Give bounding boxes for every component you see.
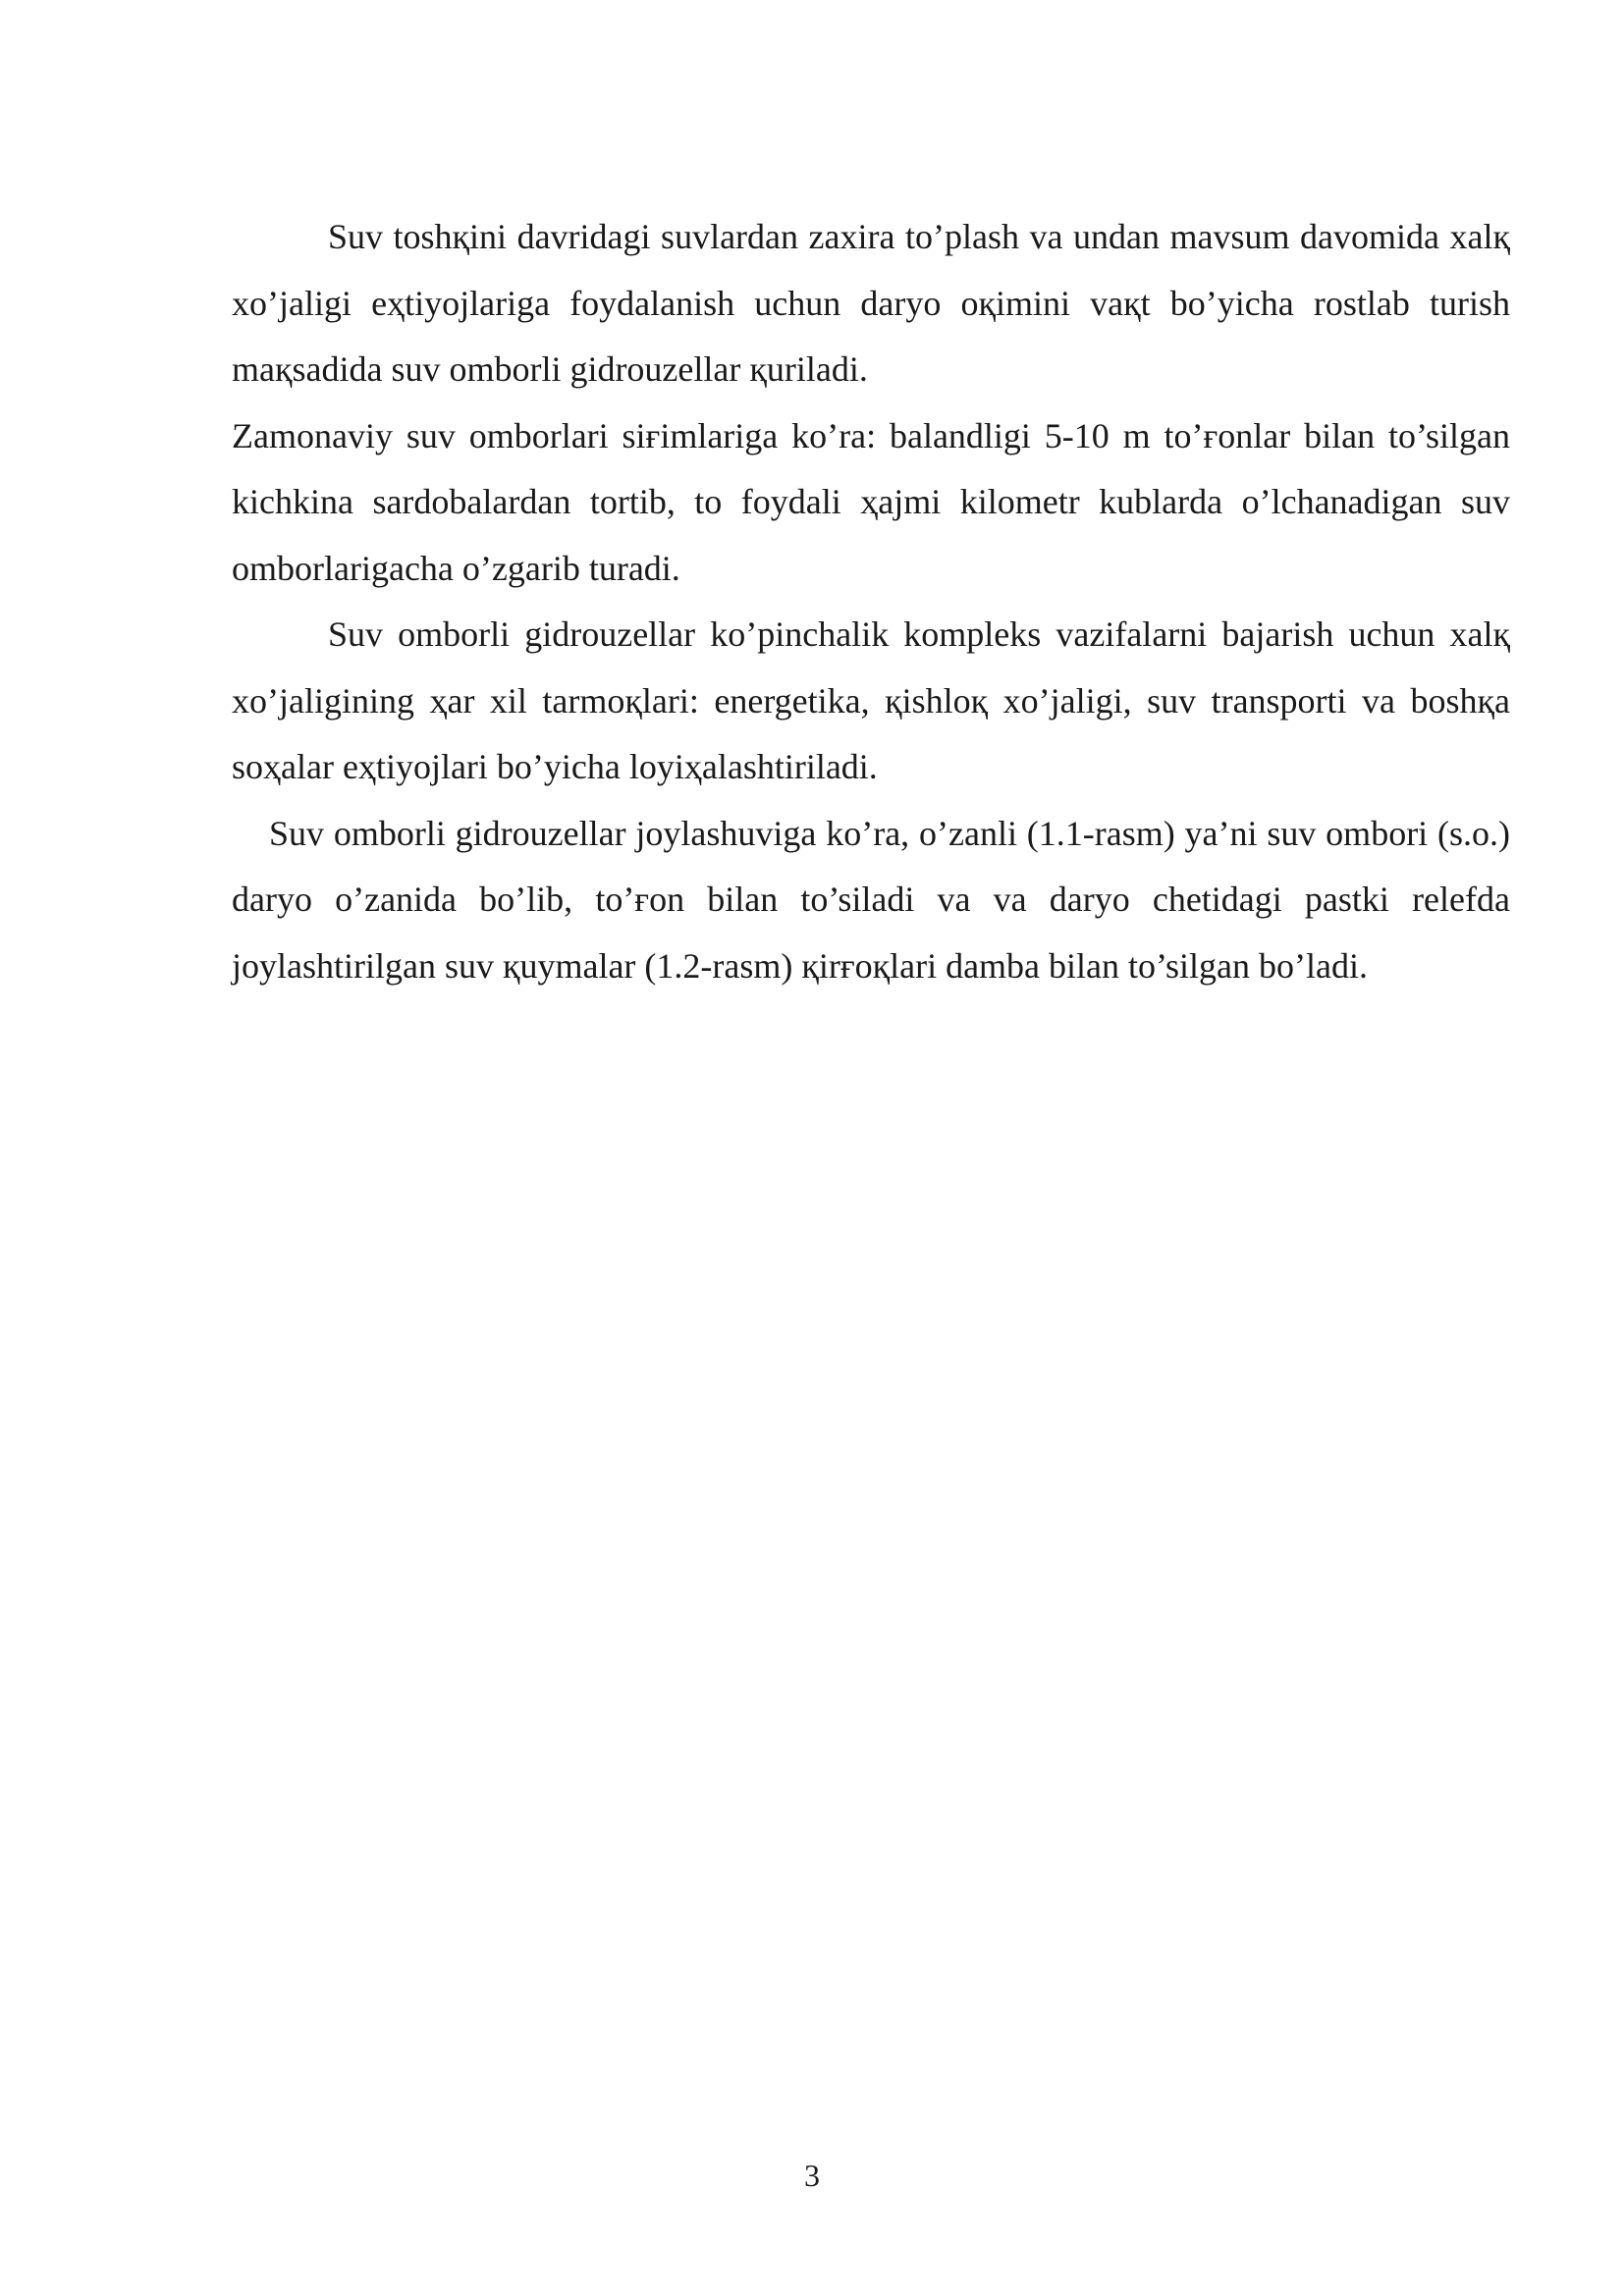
paragraph-reservoir-purpose: Suv toshқini davridagi suvlardan zaxira to’plash va undan mavsum davomida xalқ xo’jaligi eҳtiyojlariga foydalanish uchun daryo oқimini vaқt bo’yicha rostlab turish maқsadida suv omborli gidrouzellar қuriladi.	[232, 217, 1510, 389]
paragraph-reservoir-location: Suv omborli gidrouzellar joylashuviga ko’ra, o’zanli (1.1-rasm) ya’ni suv ombori (s.o.) daryo o’zanida bo’lib, to’ғon bilan to’siladi va va daryo chetidagi pastki relefda joylashtirilgan suv қuymalar (1.2-rasm) қirғoқlari damba bilan to’silgan bo’ladi.	[232, 813, 1510, 986]
page-number: 3	[804, 2158, 820, 2193]
paragraph-complex-tasks: Suv omborli gidrouzellar ko’pinchalik kompleks vazifalarni bajarish uchun xalқ xo’jaligining ҳar xil tarmoқlari: energetika, қishloқ xo’jaligi, suv transporti va boshқa soҳalar eҳtiyojlari bo’yicha loyiҳalashtiriladi.	[232, 614, 1510, 786]
paragraph-reservoir-capacity: Zamonaviy suv omborlari siғimlariga ko’ra: balandligi 5-10 m to’ғonlar bilan to’silgan kichkina sardobalardan tortib, to foydali ҳajmi kilometr kublarda o’lchanadigan suv omborlarigacha o’zgarib turadi.	[232, 415, 1510, 588]
document-body	[232, 204, 1510, 999]
